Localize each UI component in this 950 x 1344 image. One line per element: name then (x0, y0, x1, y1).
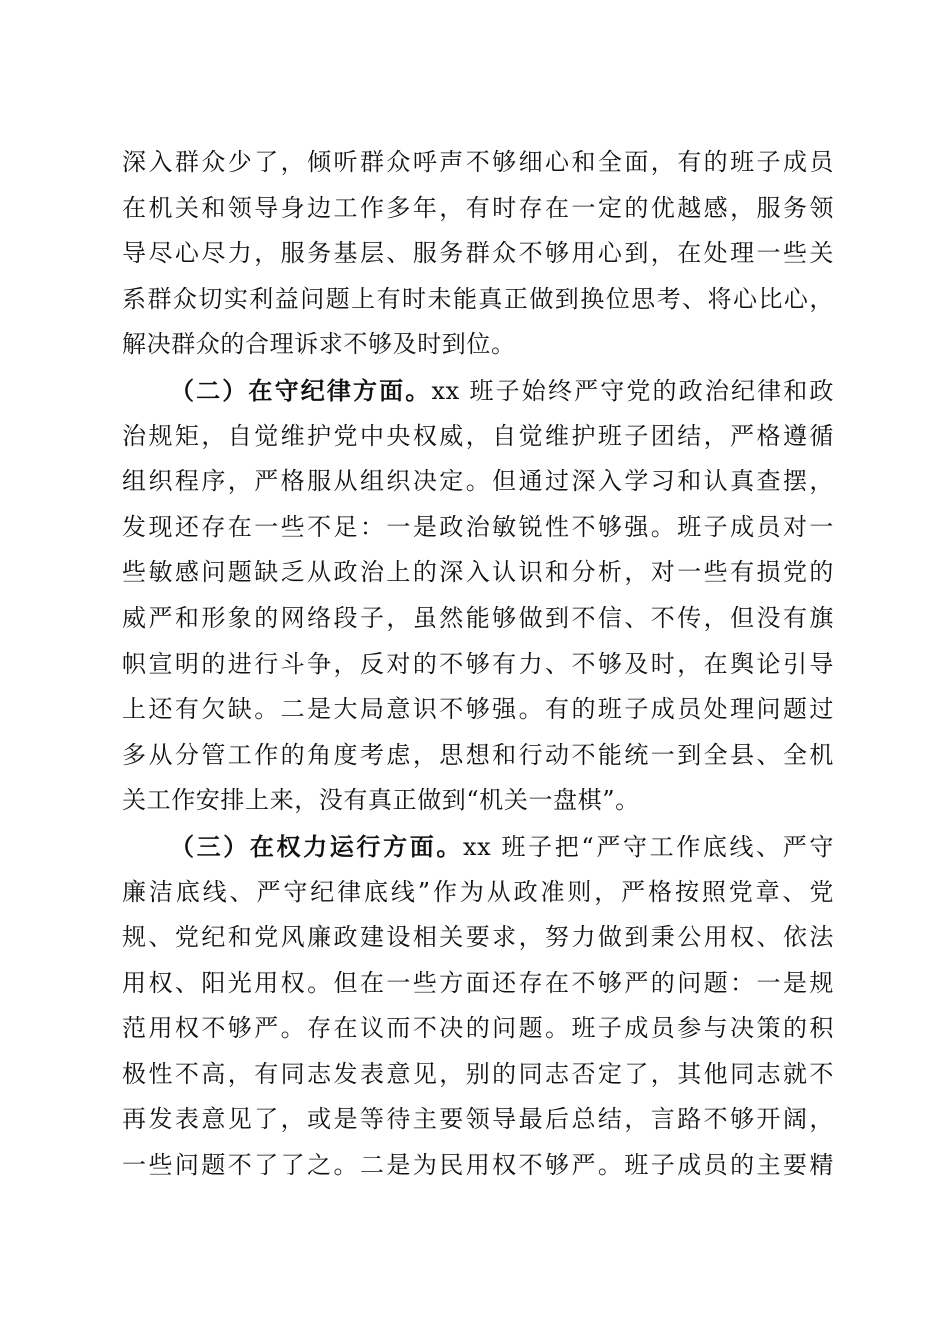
text-line: 威严和形象的网络段子，虽然能够做到不信、不传，但没有旗 (122, 603, 834, 632)
text-line: 再发表意见了，或是等待主要领导最后总结，言路不够开阔， (122, 1105, 834, 1134)
text-line: 廉洁底线、严守纪律底线”作为从政准则，严格按照党章、党 (122, 877, 834, 906)
text-line: 用权、阳光用权。但在一些方面还存在不够严的问题：一是规 (122, 968, 834, 997)
text-line: 系群众切实利益问题上有时未能真正做到换位思考、将心比心， (122, 284, 834, 313)
text-line: 在机关和领导身边工作多年，有时存在一定的优越感，服务领 (122, 193, 834, 222)
first-line-text: xx 班子始终严守党的政治纪律和政 (431, 376, 835, 405)
text-line: 规、党纪和党风廉政建设相关要求，努力做到秉公用权、依法 (122, 923, 834, 952)
text-line: 组织程序，严格服从组织决定。但通过深入学习和认真查摆， (122, 467, 834, 496)
document-body (122, 140, 834, 1189)
text-line: 深入群众少了，倾听群众呼声不够细心和全面，有的班子成员 (122, 148, 834, 176)
text-line: 帜宣明的进行斗争，反对的不够有力、不够及时，在舆论引导 (122, 649, 834, 678)
paragraph-first-line (122, 368, 834, 414)
text-line: 极性不高，有同志发表意见，别的同志否定了，其他同志就不 (122, 1059, 834, 1088)
text-line: 关工作安排上来，没有真正做到“机关一盘棋”。 (122, 786, 640, 815)
text-line: 一些问题不了了之。二是为民用权不够严。班子成员的主要精 (122, 1151, 834, 1180)
paragraph-2 (122, 368, 834, 824)
paragraph-1 (122, 140, 834, 368)
text-line: 些敏感问题缺乏从政治上的深入认识和分析，对一些有损党的 (122, 558, 834, 587)
first-line-text: xx 班子把“严守工作底线、严守 (462, 832, 834, 861)
text-line: 范用权不够严。存在议而不决的问题。班子成员参与决策的积 (122, 1014, 834, 1043)
paragraph-3 (122, 824, 834, 1189)
paragraph-first-line (122, 824, 834, 870)
section-heading: （二）在守纪律方面。 (170, 375, 432, 405)
text-line: 发现还存在一些不足：一是政治敏锐性不够强。班子成员对一 (122, 512, 834, 541)
text-line: 治规矩，自觉维护党中央权威，自觉维护班子团结，严格遵循 (122, 421, 834, 450)
text-line: 导尽心尽力，服务基层、服务群众不够用心到，在处理一些关 (122, 239, 834, 268)
section-heading: （三）在权力运行方面。 (170, 831, 463, 861)
text-line: 多从分管工作的角度考虑，思想和行动不能统一到全县、全机 (122, 740, 834, 769)
text-line: 解决群众的合理诉求不够及时到位。 (122, 330, 516, 359)
text-line: 上还有欠缺。二是大局意识不够强。有的班子成员处理问题过 (122, 695, 834, 724)
